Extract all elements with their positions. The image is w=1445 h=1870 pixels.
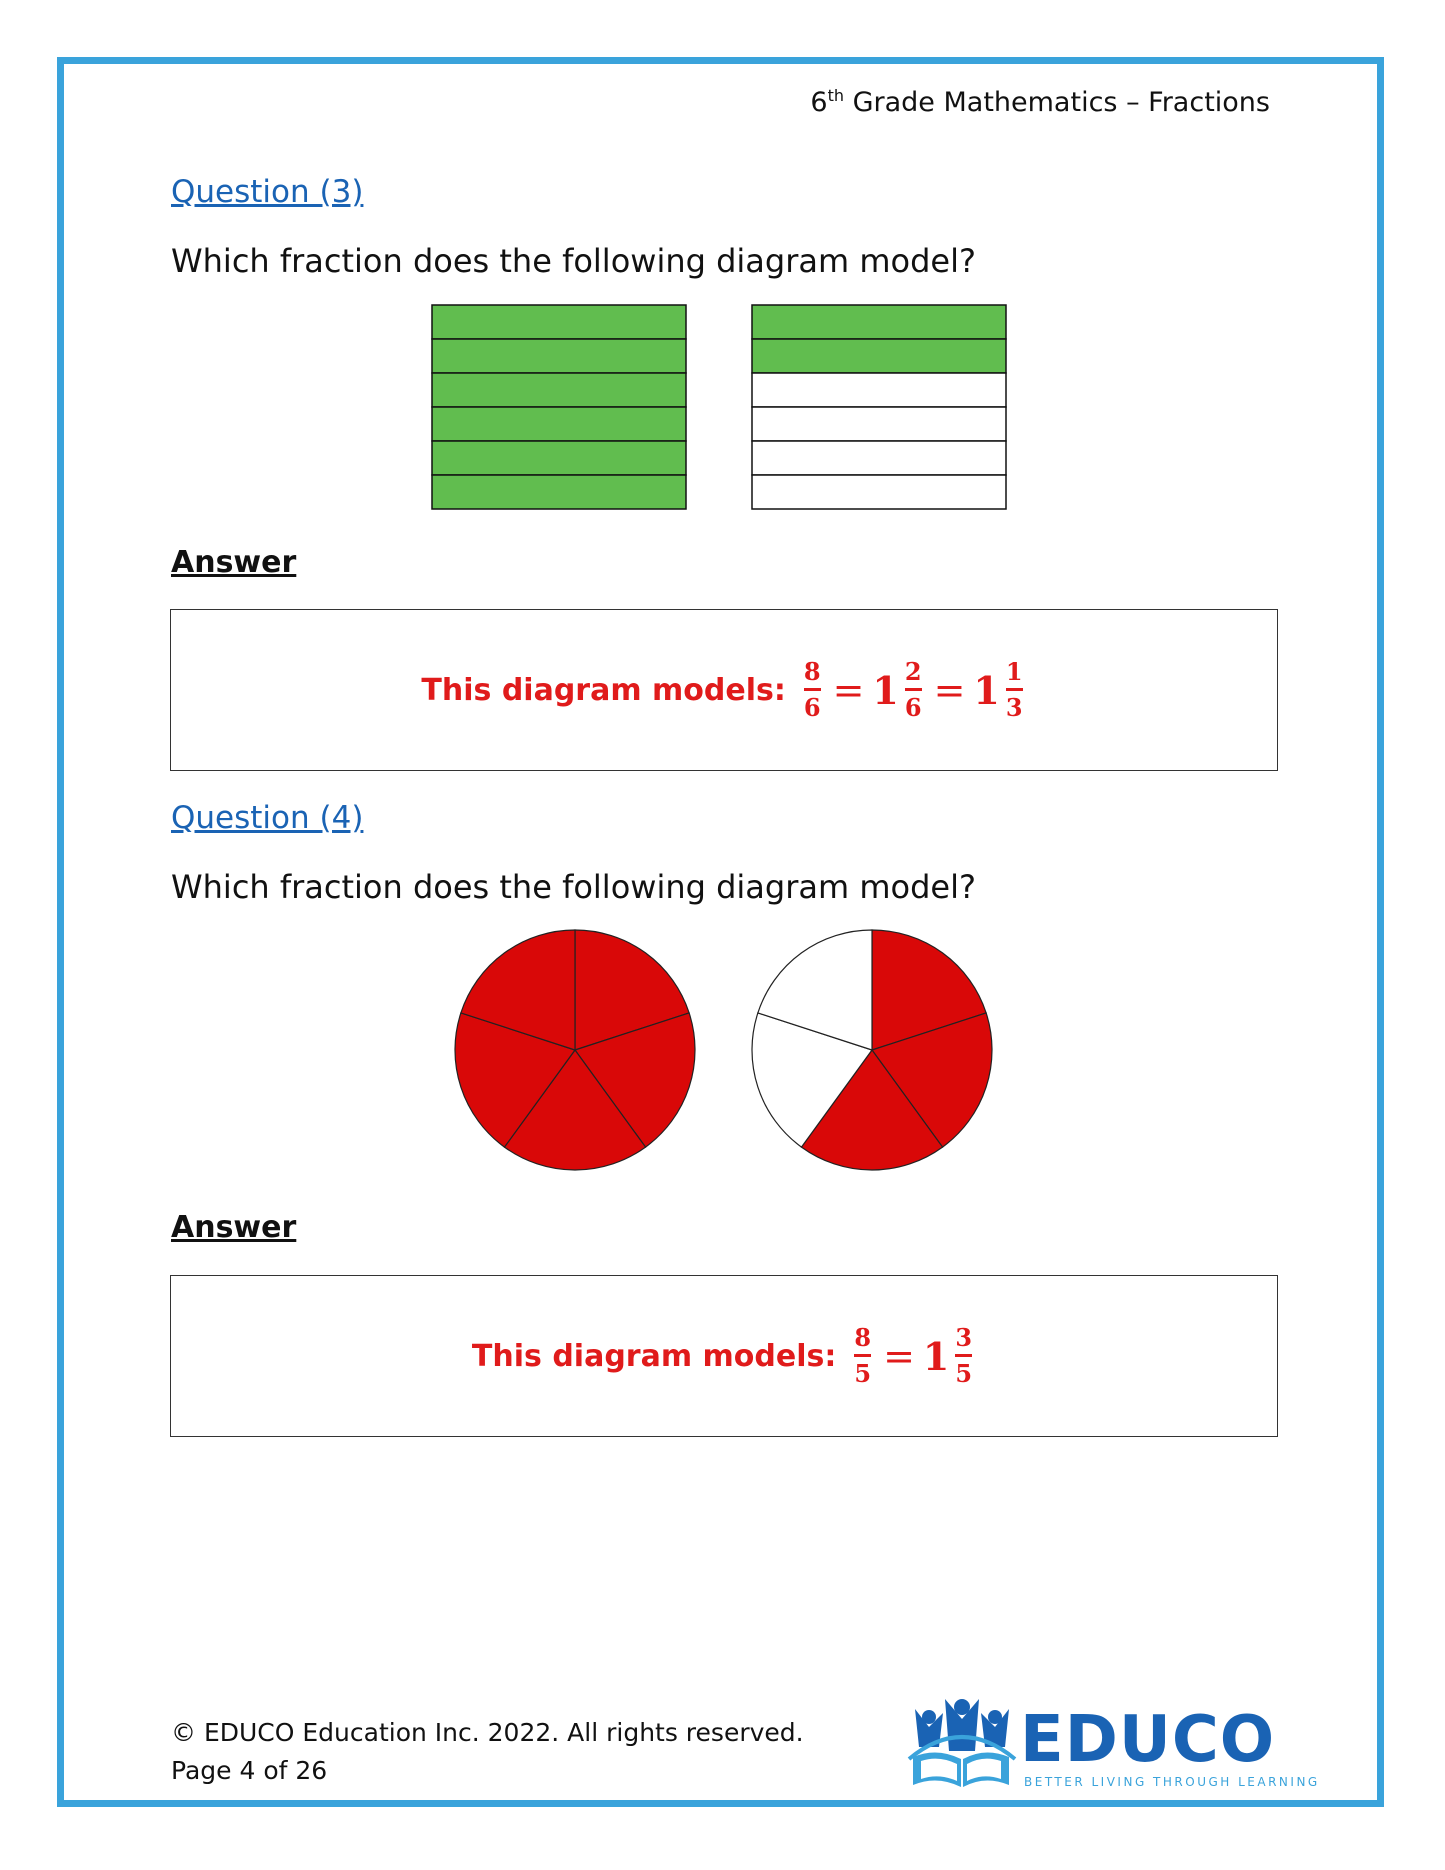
educo-logo-icon [905, 1695, 1020, 1795]
whole-number: 1 [922, 1333, 950, 1379]
question-3-answer-heading: Answer [171, 545, 297, 580]
fraction-mixed [955, 1323, 973, 1388]
bar-segment [432, 475, 686, 509]
bar-segment [752, 407, 1006, 441]
denominator: 5 [955, 1359, 973, 1388]
question-4-answer-box [170, 1275, 1278, 1437]
bar-segment [432, 305, 686, 339]
header-grade-number: 6 [810, 87, 828, 118]
question-4-answer-label: This diagram models: [471, 1338, 837, 1374]
question-4-answer-heading: Answer [171, 1210, 297, 1245]
header-grade-suffix: th [827, 86, 844, 105]
bar-model-right [752, 305, 1006, 509]
header-title: Grade Mathematics – Fractions [844, 87, 1270, 118]
bar-segment [432, 407, 686, 441]
question-4-answer-math [850, 1323, 976, 1388]
bar-segment [752, 305, 1006, 339]
question-3-title: Question (3) [171, 174, 364, 210]
bar-segment [752, 441, 1006, 475]
fraction-improper [803, 657, 821, 722]
whole-number: 1 [872, 667, 899, 713]
numerator: 8 [854, 1326, 871, 1357]
fraction-improper [854, 1323, 872, 1388]
question-4-title: Question (4) [171, 800, 364, 836]
pie-model-left [455, 930, 695, 1170]
question-3-answer-label: This diagram models: [421, 672, 786, 708]
whole-number: 1 [973, 667, 1000, 713]
bar-segment [752, 475, 1006, 509]
question-3-diagram [430, 303, 1010, 513]
educo-logo-tagline: BETTER LIVING THROUGH LEARNING [1024, 1775, 1320, 1789]
equals-sign: = [883, 1334, 915, 1378]
bar-segment [432, 441, 686, 475]
footer-copyright: © EDUCO Education Inc. 2022. All rights reserved. [171, 1718, 804, 1747]
fraction-mixed-2 [1005, 657, 1023, 722]
educo-logo-wordmark: EDUCO [1020, 1703, 1276, 1777]
question-3-answer-box [170, 609, 1278, 771]
numerator: 1 [1006, 660, 1023, 691]
denominator: 6 [803, 693, 821, 722]
numerator: 3 [955, 1326, 972, 1357]
numerator: 8 [804, 660, 821, 691]
bar-segment [752, 373, 1006, 407]
question-4-prompt: Which fraction does the following diagram model? [171, 868, 976, 906]
equals-sign: = [933, 668, 966, 712]
footer-page-number: Page 4 of 26 [171, 1756, 328, 1785]
fraction-mixed-1 [904, 657, 922, 722]
equals-sign: = [832, 668, 865, 712]
page-header [810, 86, 1270, 118]
bar-segment [432, 339, 686, 373]
denominator: 3 [1005, 693, 1023, 722]
denominator: 6 [904, 693, 922, 722]
question-3-answer-math [800, 657, 1027, 722]
bar-segment [752, 339, 1006, 373]
pie-model-right [752, 930, 992, 1170]
bar-model-left [432, 305, 686, 509]
question-4-diagram [440, 920, 1010, 1180]
numerator: 2 [905, 660, 922, 691]
denominator: 5 [854, 1359, 872, 1388]
bar-segment [432, 373, 686, 407]
question-3-prompt: Which fraction does the following diagram model? [171, 242, 976, 280]
